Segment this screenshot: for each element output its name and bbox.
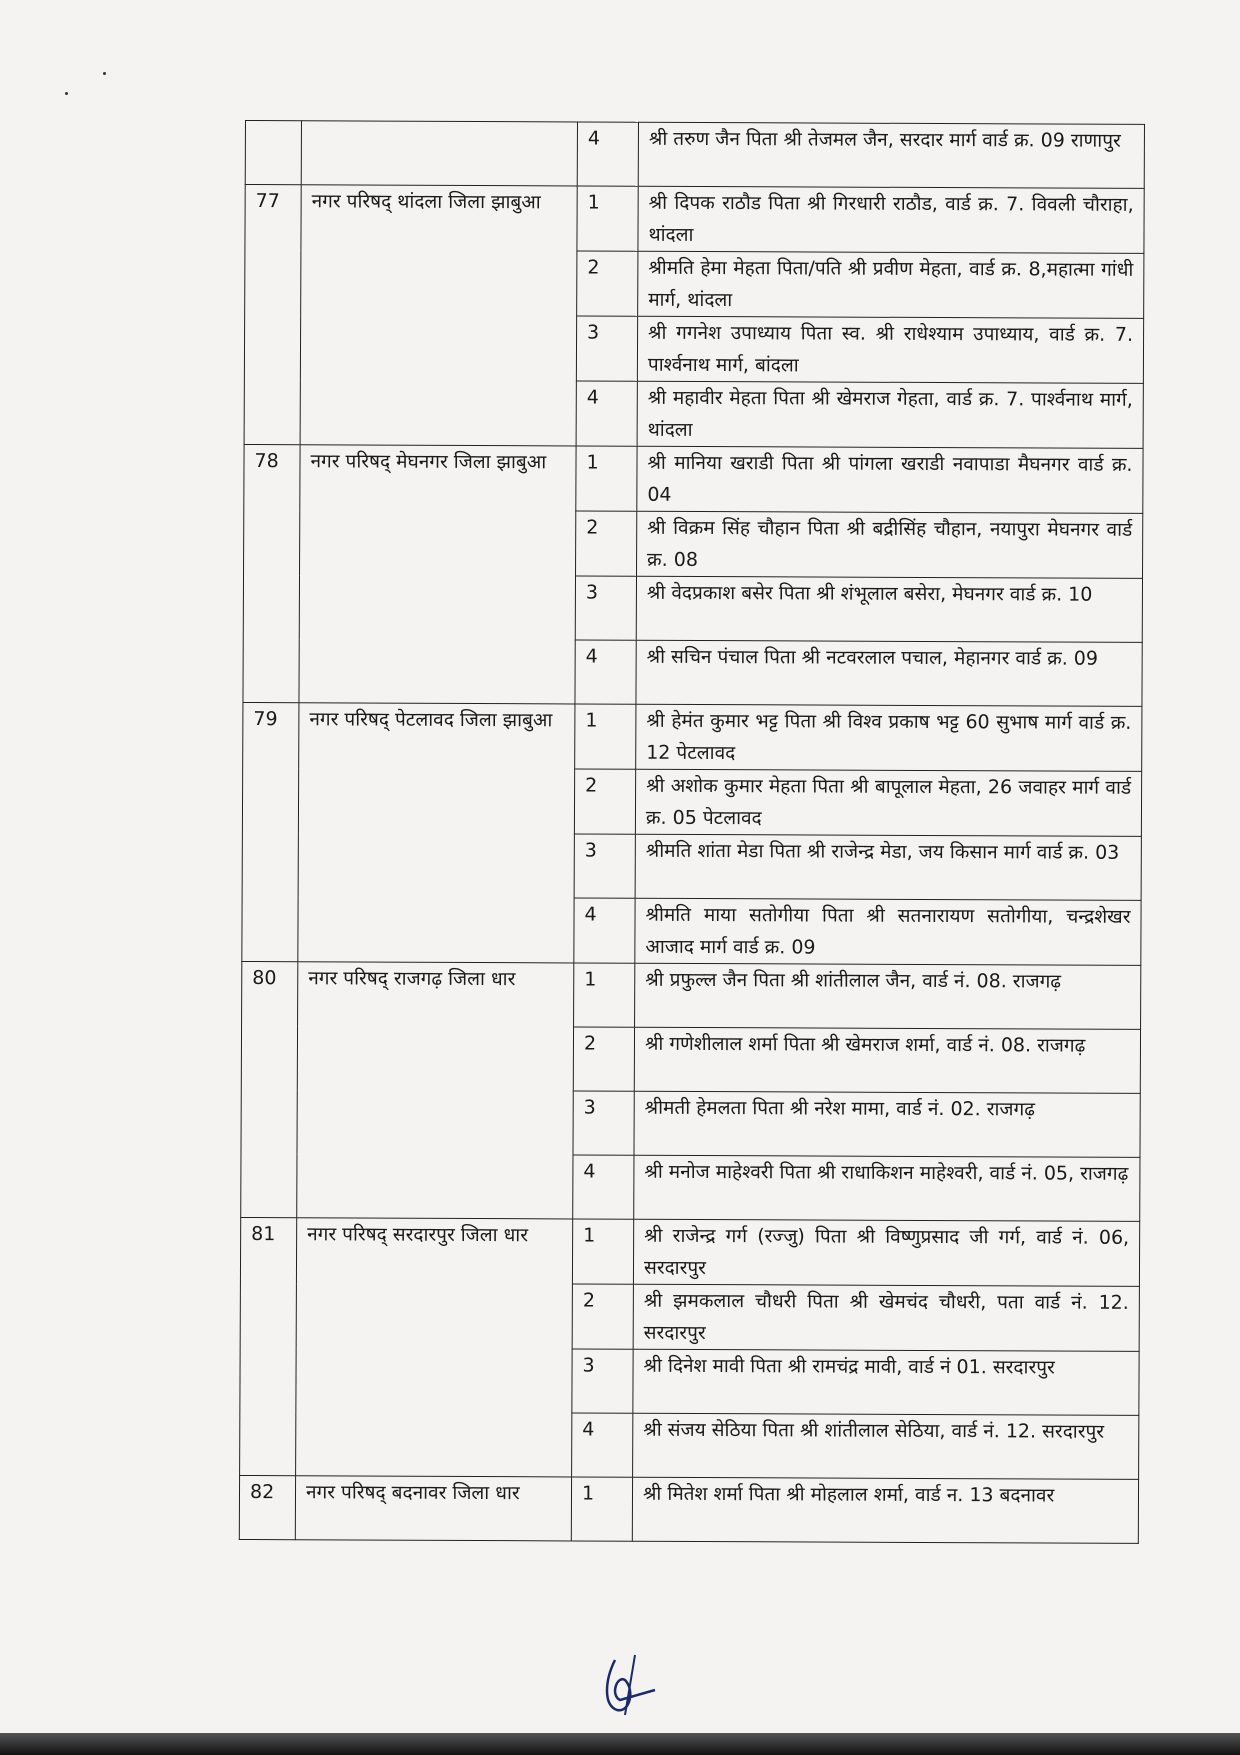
serial-number-cell: 77 <box>244 185 301 445</box>
member-details-cell: श्री गगनेश उपाध्याय पिता स्व. श्री राधेश्याम उपाध्याय, वार्ड क्र. 7. पार्श्वनाथ मार्ग, बांदला <box>637 316 1143 383</box>
member-details-cell: श्री दिनेश मावी पिता श्री रामचंद्र मावी, वार्ड नं 01. सरदारपुर <box>633 1349 1139 1415</box>
member-details-cell: श्री गणेशीलाल शर्मा पिता श्री खेमराज शर्मा, वार्ड नं. 08. राजगढ़ <box>634 1027 1140 1093</box>
table-row <box>240 1217 1139 1286</box>
body-name-cell: नगर परिषद् सरदारपुर जिला धार <box>296 1218 573 1477</box>
member-number-cell: 3 <box>573 1091 634 1155</box>
member-details-cell: श्री मितेश शर्मा पिता श्री मोहलाल शर्मा, वार्ड न. 13 बदनावर <box>632 1477 1138 1543</box>
scan-speck <box>103 72 106 75</box>
table-row <box>245 185 1144 254</box>
serial-number-cell: 82 <box>239 1475 295 1539</box>
body-name-cell <box>301 121 577 186</box>
member-details-cell: श्री महावीर मेहता पिता श्री खेमराज गेहता, वार्ड क्र. 7. पार्श्वनाथ मार्ग, थांदला <box>637 381 1143 448</box>
serial-number-cell: 80 <box>241 961 298 1217</box>
member-details-cell: श्री राजेन्द्र गर्ग (रज्जु) पिता श्री विष्णुप्रसाद जी गर्ग, वार्ड नं. 06, सरदारपुर <box>633 1219 1139 1286</box>
member-details-cell: श्री झमकलाल चौधरी पिता श्री खेमचंद चौधरी, पता वार्ड नं. 12. सरदारपुर <box>633 1284 1139 1351</box>
member-details-cell: श्री मानिया खराडी पिता श्री पांगला खराडी नवापाडा मैघनगर वार्ड क्र. 04 <box>637 446 1143 513</box>
scan-shadow <box>0 1733 1240 1755</box>
member-number-cell: 1 <box>576 446 637 511</box>
member-number-cell: 3 <box>576 316 637 381</box>
member-details-cell: श्री विक्रम सिंह चौहान पिता श्री बद्रीसिंह चौहान, नयापुरा मेघनगर वार्ड क्र. 08 <box>637 511 1143 578</box>
member-number-cell: 2 <box>577 251 638 316</box>
member-number-cell: 2 <box>574 769 635 834</box>
member-details-cell: श्री हेमंत कुमार भट्ट पिता श्री विश्व प्रकाष भट्ट 60 सुभाष मार्ग वार्ड क्र. 12 पेटलावद <box>636 704 1142 771</box>
member-number-cell: 3 <box>575 576 636 640</box>
serial-number-cell: 78 <box>243 444 300 702</box>
table-row <box>243 702 1142 771</box>
member-number-cell: 2 <box>572 1284 633 1349</box>
table-row <box>244 444 1143 513</box>
serial-number-cell: 79 <box>242 702 299 961</box>
member-details-cell: श्री सचिन पंचाल पिता श्री नटवरलाल पचाल, मेहानगर वार्ड क्र. 09 <box>636 640 1142 706</box>
body-name-cell: नगर परिषद् राजगढ़ जिला धार <box>297 962 574 1219</box>
member-number-cell: 4 <box>576 381 637 446</box>
member-details-cell: श्रीमती हेमलता पिता श्री नरेश मामा, वार्ड नं. 02. राजगढ़ <box>634 1091 1140 1157</box>
body-name-cell: नगर परिषद् मेघनगर जिला झाबुआ <box>299 445 576 704</box>
member-details-cell: श्री मनोज माहेश्वरी पिता श्री राधाकिशन माहेश्वरी, वार्ड नं. 05, राजगढ़ <box>634 1155 1140 1221</box>
member-details-cell: श्री वेदप्रकाश बसेर पिता श्री शंभूलाल बसेरा, मेघनगर वार्ड क्र. 10 <box>636 576 1142 642</box>
member-number-cell: 1 <box>575 704 636 769</box>
member-number-cell: 2 <box>573 1027 634 1091</box>
member-details-cell: श्री तरुण जैन पिता श्री तेजमल जैन, सरदार मार्ग वार्ड क्र. 09 राणापुर <box>638 122 1144 188</box>
body-name-cell: नगर परिषद् बदनावर जिला धार <box>295 1476 571 1541</box>
nominee-table <box>239 120 1145 1544</box>
member-details-cell: श्री दिपक राठौड पिता श्री गिरधारी राठौड, वार्ड क्र. 7. विवली चौराहा, थांदला <box>638 186 1144 253</box>
member-number-cell: 1 <box>574 963 635 1027</box>
member-number-cell: 2 <box>576 511 637 576</box>
member-number-cell: 4 <box>577 122 638 186</box>
table-row <box>239 1475 1138 1543</box>
serial-number-cell: 81 <box>240 1217 297 1475</box>
member-details-cell: श्रीमति माया सतोगीया पिता श्री सतनारायण सतोगीया, चन्द्रशेखर आजाद मार्ग वार्ड क्र. 09 <box>635 898 1141 965</box>
member-number-cell: 1 <box>572 1219 633 1284</box>
member-details-cell: श्रीमति हेमा मेहता पिता/पति श्री प्रवीण मेहता, वार्ड क्र. 8,महात्मा गांधी मार्ग, थांदला <box>638 251 1144 318</box>
member-number-cell: 3 <box>574 834 635 898</box>
member-number-cell: 1 <box>577 186 638 251</box>
body-name-cell: नगर परिषद् पेटलावद जिला झाबुआ <box>298 703 575 963</box>
member-details-cell: श्रीमति शांता मेडा पिता श्री राजेन्द्र मेडा, जय किसान मार्ग वार्ड क्र. 03 <box>635 834 1141 900</box>
member-number-cell: 1 <box>571 1477 632 1541</box>
member-details-cell: श्री प्रफुल्ल जैन पिता श्री शांतीलाल जैन, वार्ड नं. 08. राजगढ़ <box>635 963 1141 1029</box>
scan-speck <box>65 92 68 95</box>
member-number-cell: 4 <box>574 898 635 963</box>
member-details-cell: श्री संजय सेठिया पिता श्री शांतीलाल सेठिया, वार्ड नं. 12. सरदारपुर <box>633 1413 1139 1479</box>
serial-number-cell <box>245 121 301 185</box>
member-number-cell: 4 <box>573 1155 634 1219</box>
member-details-cell: श्री अशोक कुमार मेहता पिता श्री बापूलाल मेहता, 26 जवाहर मार्ग वार्ड क्र. 05 पेटलावद <box>635 769 1141 836</box>
table-row <box>245 121 1144 189</box>
table-row <box>242 961 1141 1029</box>
member-number-cell: 3 <box>572 1349 633 1413</box>
member-number-cell: 4 <box>575 640 636 704</box>
signature <box>595 1650 665 1725</box>
body-name-cell: नगर परिषद् थांदला जिला झाबुआ <box>300 185 577 446</box>
member-number-cell: 4 <box>572 1413 633 1477</box>
